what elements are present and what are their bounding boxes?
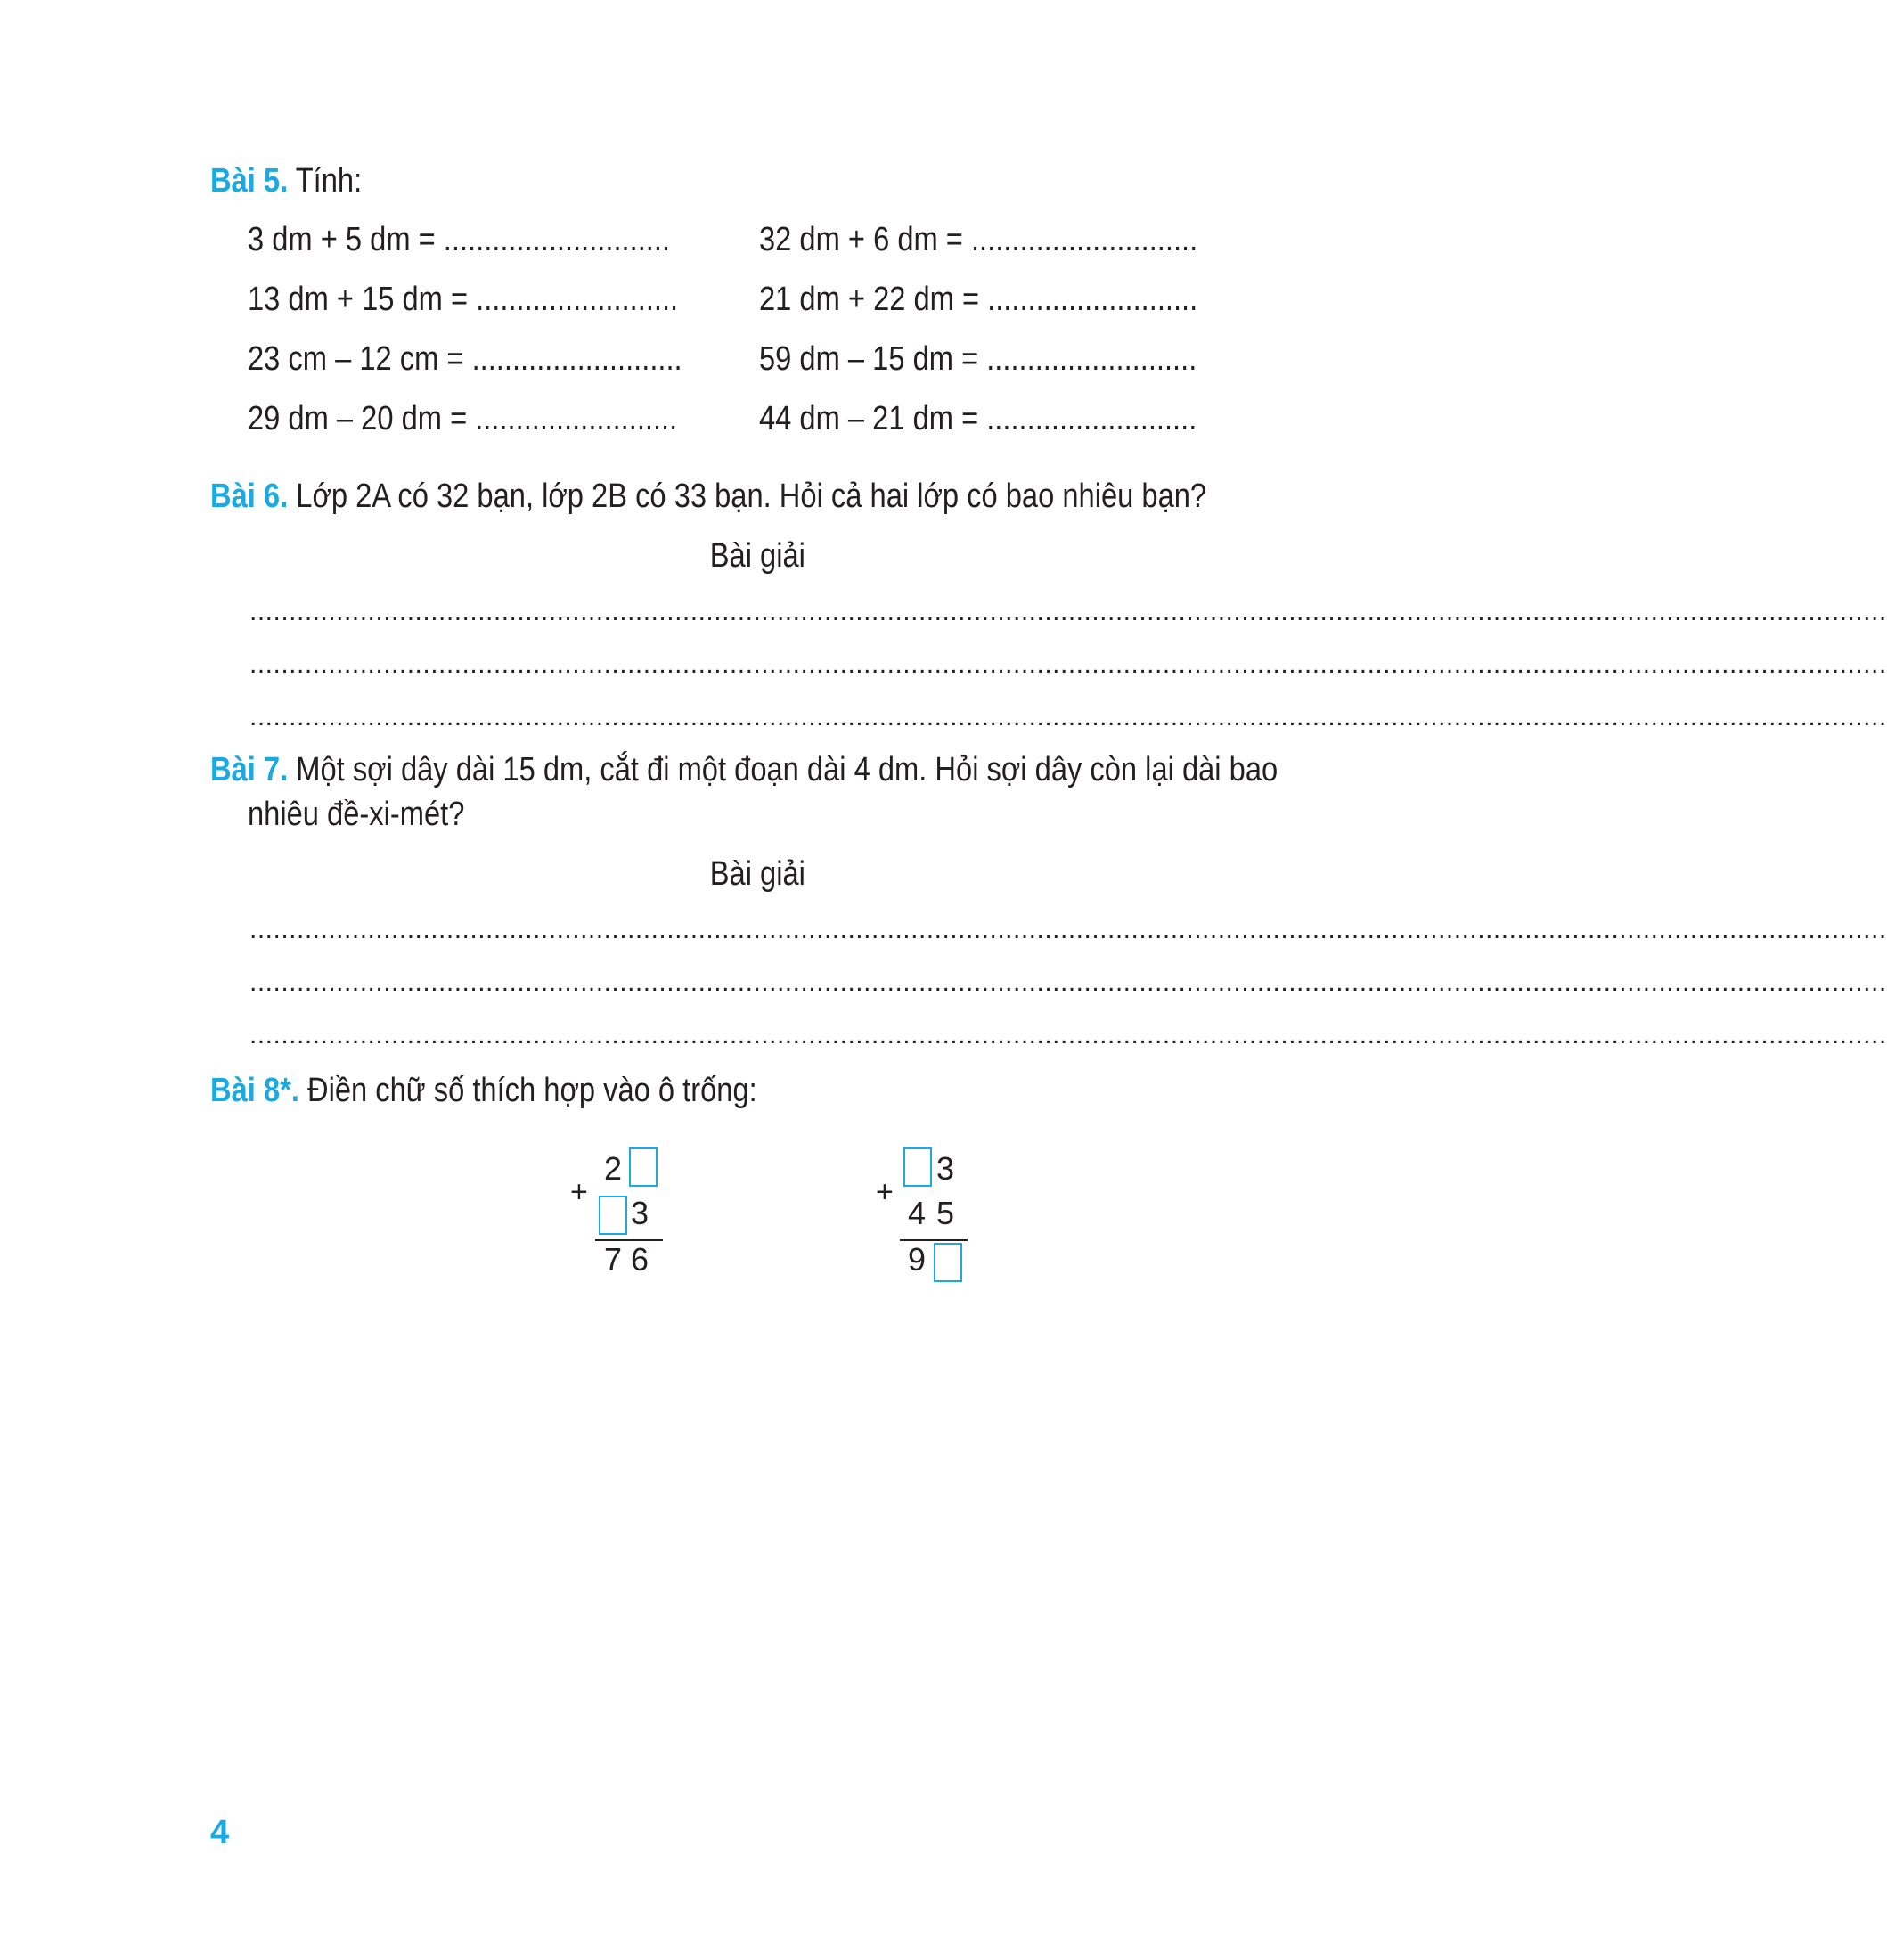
bai8-label: Bài 8*. [210, 1072, 299, 1109]
bai5-right-3: 59 dm – 15 dm = .......................... [759, 340, 1197, 378]
bai6-answer-line-1: ................................................................................................................................................................................................................ [249, 597, 1887, 626]
bai5-left-3: 23 cm – 12 cm = .......................... [248, 340, 682, 378]
bai5-instruction: Tính: [295, 162, 363, 200]
problem1-plus-sign: + [570, 1175, 588, 1209]
bai5-heading [210, 160, 362, 201]
bai8-heading [210, 1070, 757, 1111]
problem1-result-units: 6 [630, 1241, 649, 1278]
problem2-second-units: 5 [935, 1195, 955, 1231]
bai5-left-1: 3 dm + 5 dm = ............................ [248, 221, 671, 258]
bai5-label: Bài 5. [210, 162, 289, 200]
bai6-solution-title: Bài giải [709, 537, 805, 575]
bai5-left-4: 29 dm – 20 dm = ......................... [248, 400, 678, 437]
bai7-answer-line-3: ................................................................................................................................................................................................................ [249, 1020, 1887, 1049]
bai6-answer-line-2: ................................................................................................................................................................................................................ [249, 649, 1887, 679]
problem2-result-tens: 9 [907, 1241, 927, 1278]
bai7-question-line2: nhiêu đề-xi-mét? [248, 796, 465, 833]
problem1-blank-top-units[interactable] [629, 1147, 658, 1187]
problem2-blank-result-units[interactable] [934, 1243, 962, 1282]
problem1-result-tens: 7 [603, 1241, 623, 1278]
bai6-label: Bài 6. [210, 478, 289, 515]
bai7-label: Bài 7. [210, 751, 289, 788]
bai5-left-2: 13 dm + 15 dm = ......................... [248, 281, 679, 318]
problem2-top-digit: 3 [935, 1150, 955, 1187]
bai7-answer-line-1: ................................................................................................................................................................................................................ [249, 915, 1887, 944]
bai5-right-4: 44 dm – 21 dm = .......................... [759, 400, 1197, 437]
bai7-answer-line-2: ................................................................................................................................................................................................................ [249, 968, 1887, 997]
bai7-solution-title: Bài giải [709, 855, 805, 893]
bai7-question-line1: Một sợi dây dài 15 dm, cắt đi một đoạn dài 4 dm. Hỏi sợi dây còn lại dài bao [296, 751, 1278, 788]
problem2-blank-top-tens[interactable] [903, 1147, 932, 1187]
bai5-right-2: 21 dm + 22 dm = .......................... [759, 281, 1198, 318]
bai5-right-1: 32 dm + 6 dm = ............................ [759, 221, 1198, 258]
problem2-second-tens: 4 [907, 1195, 927, 1231]
bai6-heading [210, 476, 1206, 517]
problem1-second-digit: 3 [630, 1195, 649, 1231]
problem2-plus-sign: + [876, 1175, 894, 1209]
bai7-heading [210, 749, 1278, 790]
bai6-question: Lớp 2A có 32 bạn, lớp 2B có 33 bạn. Hỏi cả hai lớp có bao nhiêu bạn? [296, 478, 1207, 515]
page-number: 4 [210, 1814, 230, 1851]
problem1-blank-second-tens[interactable] [599, 1196, 627, 1235]
bai8-instruction: Điền chữ số thích hợp vào ô trống: [306, 1072, 757, 1109]
bai6-answer-line-3: ................................................................................................................................................................................................................ [249, 702, 1887, 731]
problem1-top-digit: 2 [603, 1150, 623, 1187]
